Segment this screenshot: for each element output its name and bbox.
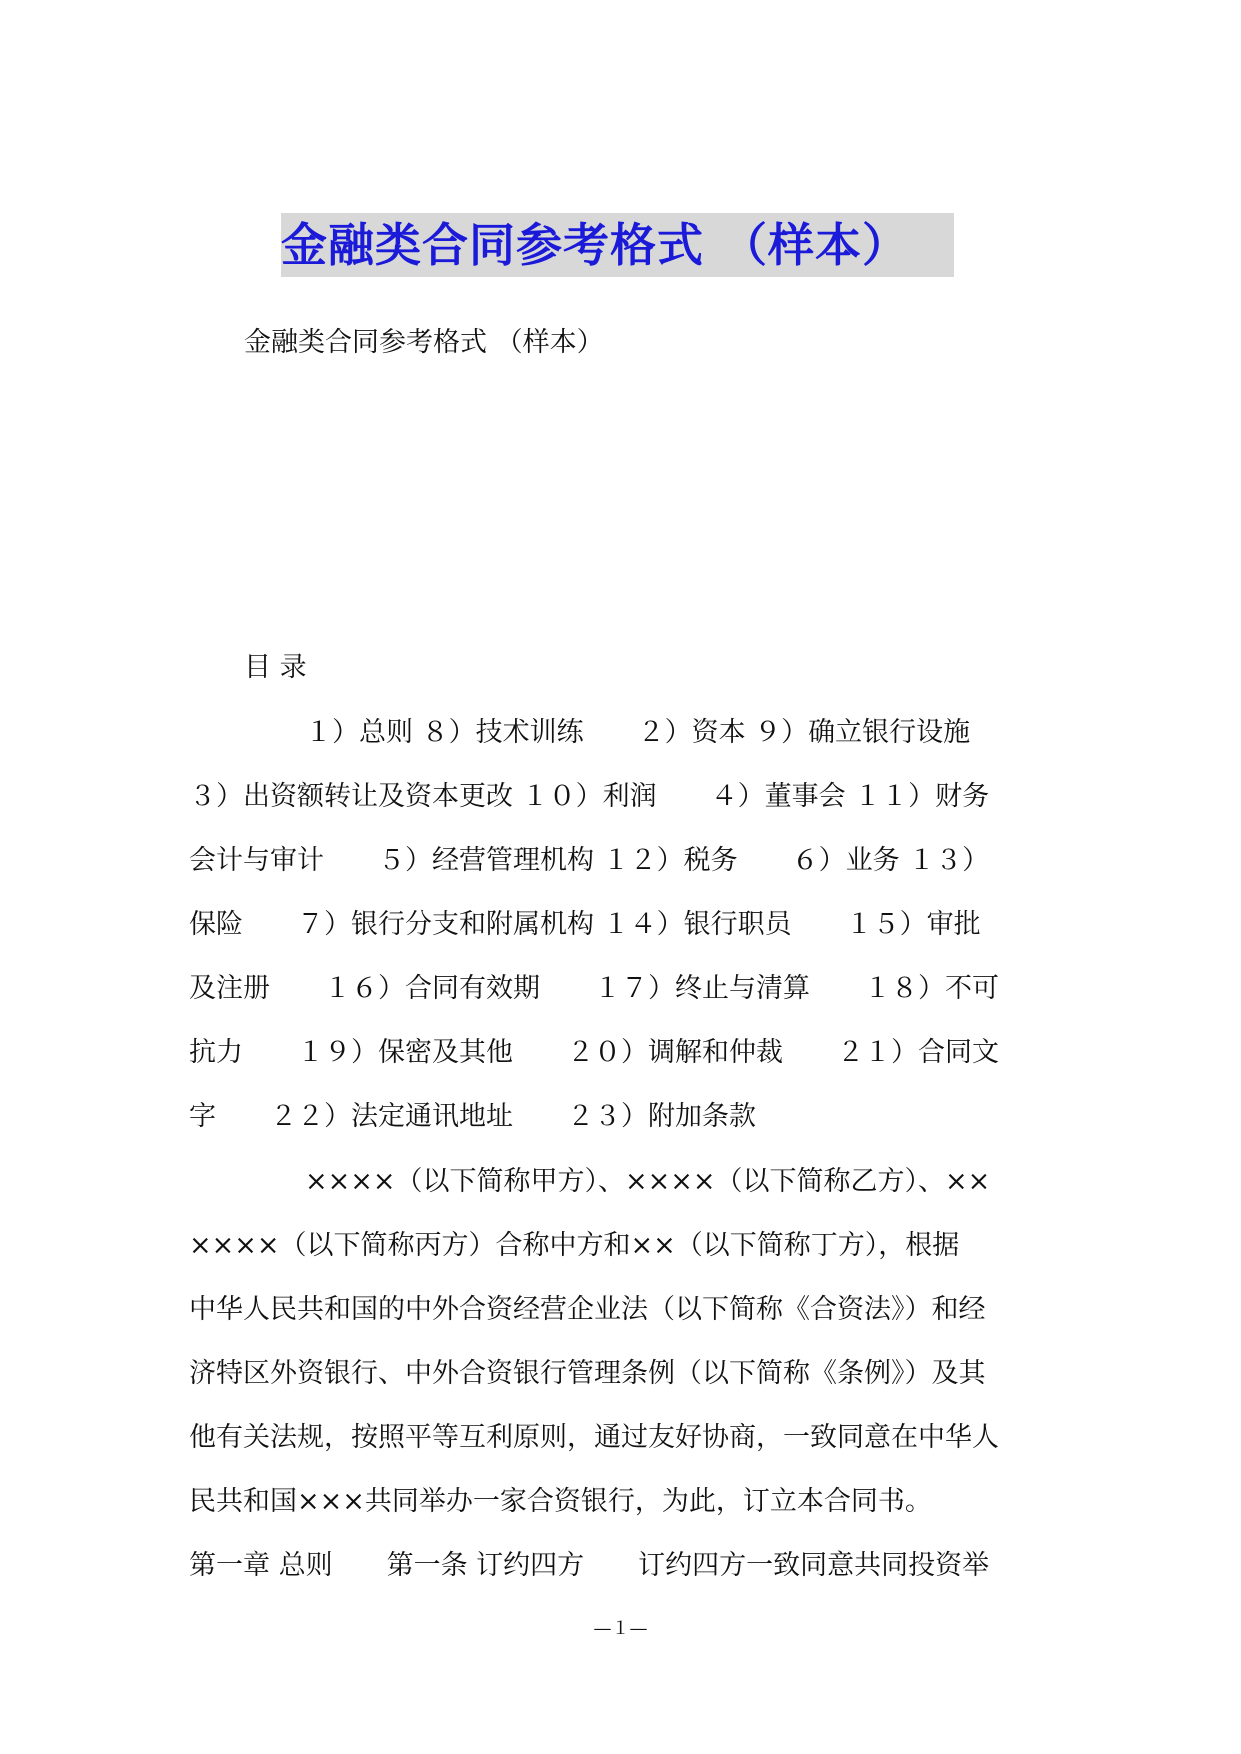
toc-line: １）总则 ８）技术训练 ２）资本 ９）确立银行设施 [305, 717, 971, 748]
body-line: 济特区外资银行、中外合资银行管理条例（以下简称《条例》）及其 [189, 1358, 986, 1389]
toc-line: 抗力 １９）保密及其他 ２０）调解和仲裁 ２１）合同文 [189, 1037, 999, 1068]
body-line: 他有关法规，按照平等互利原则，通过友好协商，一致同意在中华人 [189, 1422, 999, 1453]
toc-line: 及注册 １６）合同有效期 １７）终止与清算 １８）不可 [189, 973, 999, 1004]
body-line: 民共和国×××共同举办一家合资银行，为此，订立本合同书。 [189, 1486, 932, 1517]
toc-line: 会计与审计 ５）经营管理机构 １２）税务 ６）业务 １３） [189, 845, 990, 876]
document-subtitle: 金融类合同参考格式 （样本） [244, 327, 604, 358]
page-number: —１— [593, 1618, 648, 1639]
toc-line: ３）出资额转让及资本更改 １０）利润 ４）董事会 １１）财务 [189, 781, 990, 812]
toc-line: 保险 ７）银行分支和附属机构 １４）银行职员 １５）审批 [189, 909, 981, 940]
body-line: 第一章 总则 第一条 订约四方 订约四方一致同意共同投资举 [189, 1550, 990, 1581]
body-line: ××××（以下简称甲方）、××××（以下简称乙方）、×× [305, 1166, 991, 1197]
toc-line: 字 ２２）法定通讯地址 ２３）附加条款 [189, 1101, 756, 1132]
body-line: ××××（以下简称丙方）合称中方和××（以下简称丁方），根据 [189, 1230, 960, 1261]
toc-heading: 目 录 [244, 652, 307, 683]
document-title: 金融类合同参考格式 （样本） [281, 218, 910, 272]
body-line: 中华人民共和国的中外合资经营企业法（以下简称《合资法》）和经 [189, 1294, 986, 1325]
